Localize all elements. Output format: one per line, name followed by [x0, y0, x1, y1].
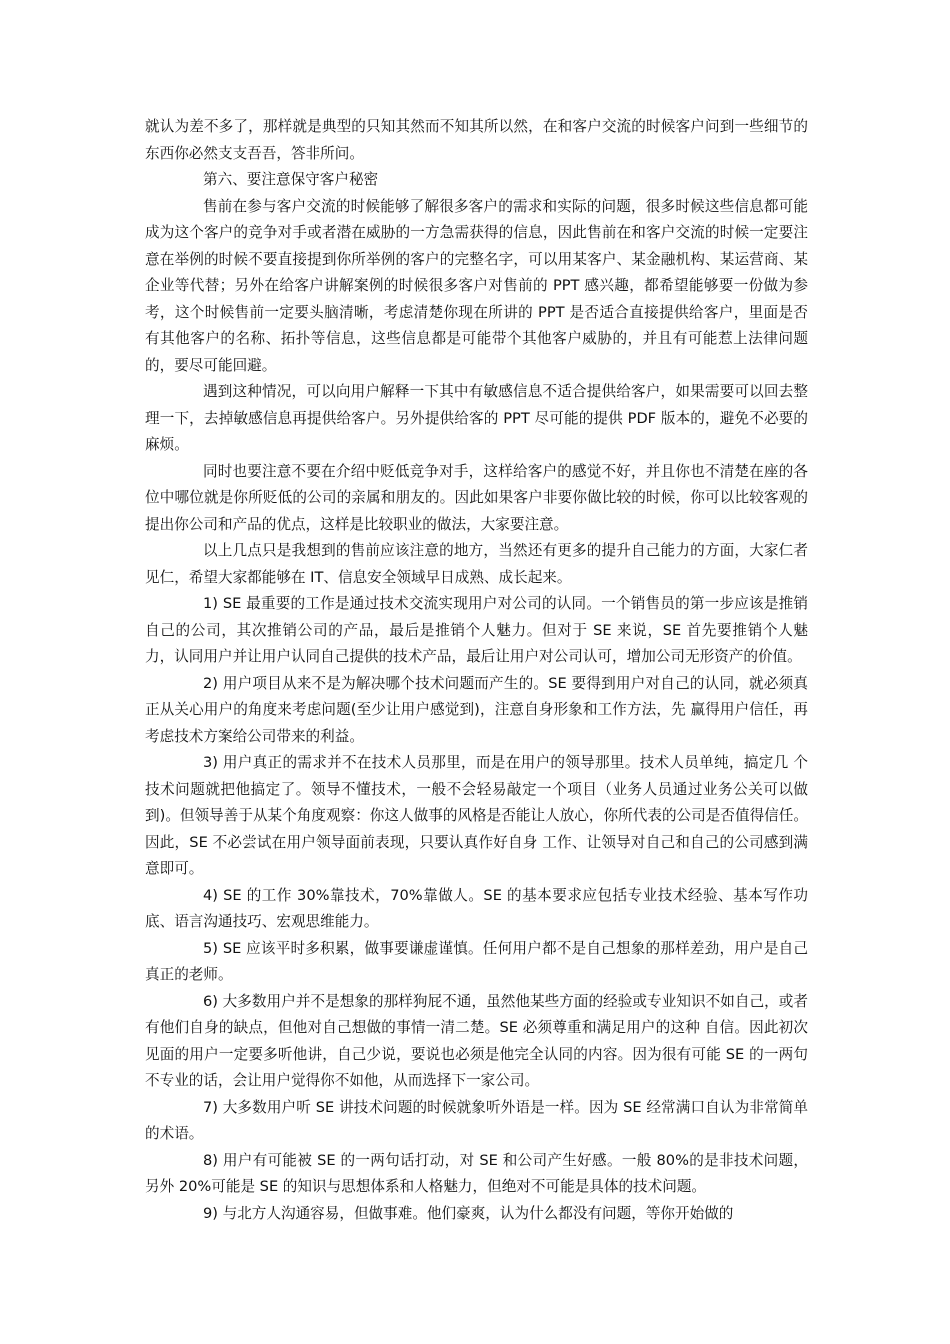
document-body — [145, 114, 808, 1227]
paragraph-4: 遇到这种情况，可以向用户解释一下其中有敏感信息不适合提供给客户，如果需要可以回去整理一下，去掉敏感信息再提供给客户。另外提供给客的 PPT 尽可能的提供 PDF 版本的，避免不必要的麻烦。 — [145, 383, 808, 453]
section-heading-6: 第六、要注意保守客户秘密 — [203, 171, 379, 188]
list-item-3: 3) 用户真正的需求并不在技术人员那里，而是在用户的领导那里。技术人员单纯，搞定几 个技术问题就把他搞定了。领导不懂技术，一般不会轻易敲定一个项目（业务人员通过业务公关可以做到)。但领导善于从某个角度观察：你这人做事的风格是否能让人放心，你所代表的公司是否值得信任。因此，SE 不必尝试在用户领导面前表现，只要认真作好自身 工作、让领导对自己和自己的公司感到满意即可。 — [145, 754, 808, 877]
list-item-7: 7) 大多数用户听 SE 讲技术问题的时候就象听外语是一样。因为 SE 经常满口自认为非常简单的术语。 — [145, 1098, 808, 1142]
list-item-1: 1) SE 最重要的工作是通过技术交流实现用户对公司的认同。一个销售员的第一步应该是推销自己的公司，其次推销公司的产品，最后是推销个人魅力。但对于 SE 来说，SE 首先要推销个人魅力，认同用户并让用户认同自己提供的技术产品，最后让用户对公司认可，增加公司无形资产的价值。 — [145, 595, 808, 665]
paragraph-1: 就认为差不多了，那样就是典型的只知其然而不知其所以然，在和客户交流的时候客户问到一些细节的东西你必然支支吾吾，答非所问。 — [145, 118, 808, 162]
list-item-2: 2) 用户项目从来不是为解决哪个技术问题而产生的。SE 要得到用户对自己的认同，就必须真正从关心用户的角度来考虑问题(至少让用户感觉到)，注意自身形象和工作方法，先 赢得用户信任，再考虑技术方案给公司带来的利益。 — [145, 674, 808, 745]
list-item-6: 6) 大多数用户并不是想象的那样狗屁不通，虽然他某些方面的经验或专业知识不如自己，或者有他们自身的缺点，但他对自己想做的事情一清二楚。SE 必须尊重和满足用户的这种 自信。因此初次见面的用户一定要多听他讲，自己少说，要说也必须是他完全认同的内容。因为很有可能 SE 的一两句不专业的话，会让用户觉得你不如他，从而选择下一家公司。 — [145, 992, 808, 1089]
paragraph-3: 售前在参与客户交流的时候能够了解很多客户的需求和实际的问题，很多时候这些信息都可能成为这个客户的竞争对手或者潜在威胁的一方急需获得的信息，因此售前在和客户交流的时候一定要注意在举例的时候不要直接提到你所举例的客户的完整名字，可以用某客户、某金融机构、某运营商、某企业等代替；另外在给客户讲解案例的时候很多客户对售前的 PPT 感兴趣，都希望能够要一份做为参考，这个时候售前一定要头脑清晰，考虑清楚你现在所讲的 PPT 是否适合直接提供给客户，里面是否有其他客户的名称、拓扑等信息，这些信息都是可能带个其他客户威胁的，并且有可能惹上法律问题的，要尽可能回避。 — [145, 197, 808, 374]
paragraph-6: 以上几点只是我想到的售前应该注意的地方，当然还有更多的提升自己能力的方面，大家仁者见仁，希望大家都能够在 IT、信息安全领域早日成熟、成长起来。 — [145, 542, 808, 586]
paragraph-5: 同时也要注意不要在介绍中贬低竞争对手，这样给客户的感觉不好，并且你也不清楚在座的各位中哪位就是你所贬低的公司的亲属和朋友的。因此如果客户非要你做比较的时候，你可以比较客观的提出你公司和产品的优点，这样是比较职业的做法，大家要注意。 — [145, 462, 808, 533]
list-item-8: 8) 用户有可能被 SE 的一两句话打动，对 SE 和公司产生好感。一般 80%的是非技术问题，另外 20%可能是 SE 的知识与思想体系和人格魅力，但绝对不可能是具体的技术问题。 — [145, 1151, 808, 1195]
list-item-4: 4) SE 的工作 30%靠技术，70%靠做人。SE 的基本要求应包括专业技术经验、基本写作功底、语言沟通技巧、宏观思维能力。 — [145, 886, 808, 930]
list-item-5: 5) SE 应该平时多积累，做事要谦虚谨慎。任何用户都不是自己想象的那样差劲，用户是自己真正的老师。 — [145, 939, 808, 983]
list-item-9: 9) 与北方人沟通容易，但做事难。他们豪爽，认为什么都没有问题，等你开始做的 — [203, 1204, 734, 1222]
